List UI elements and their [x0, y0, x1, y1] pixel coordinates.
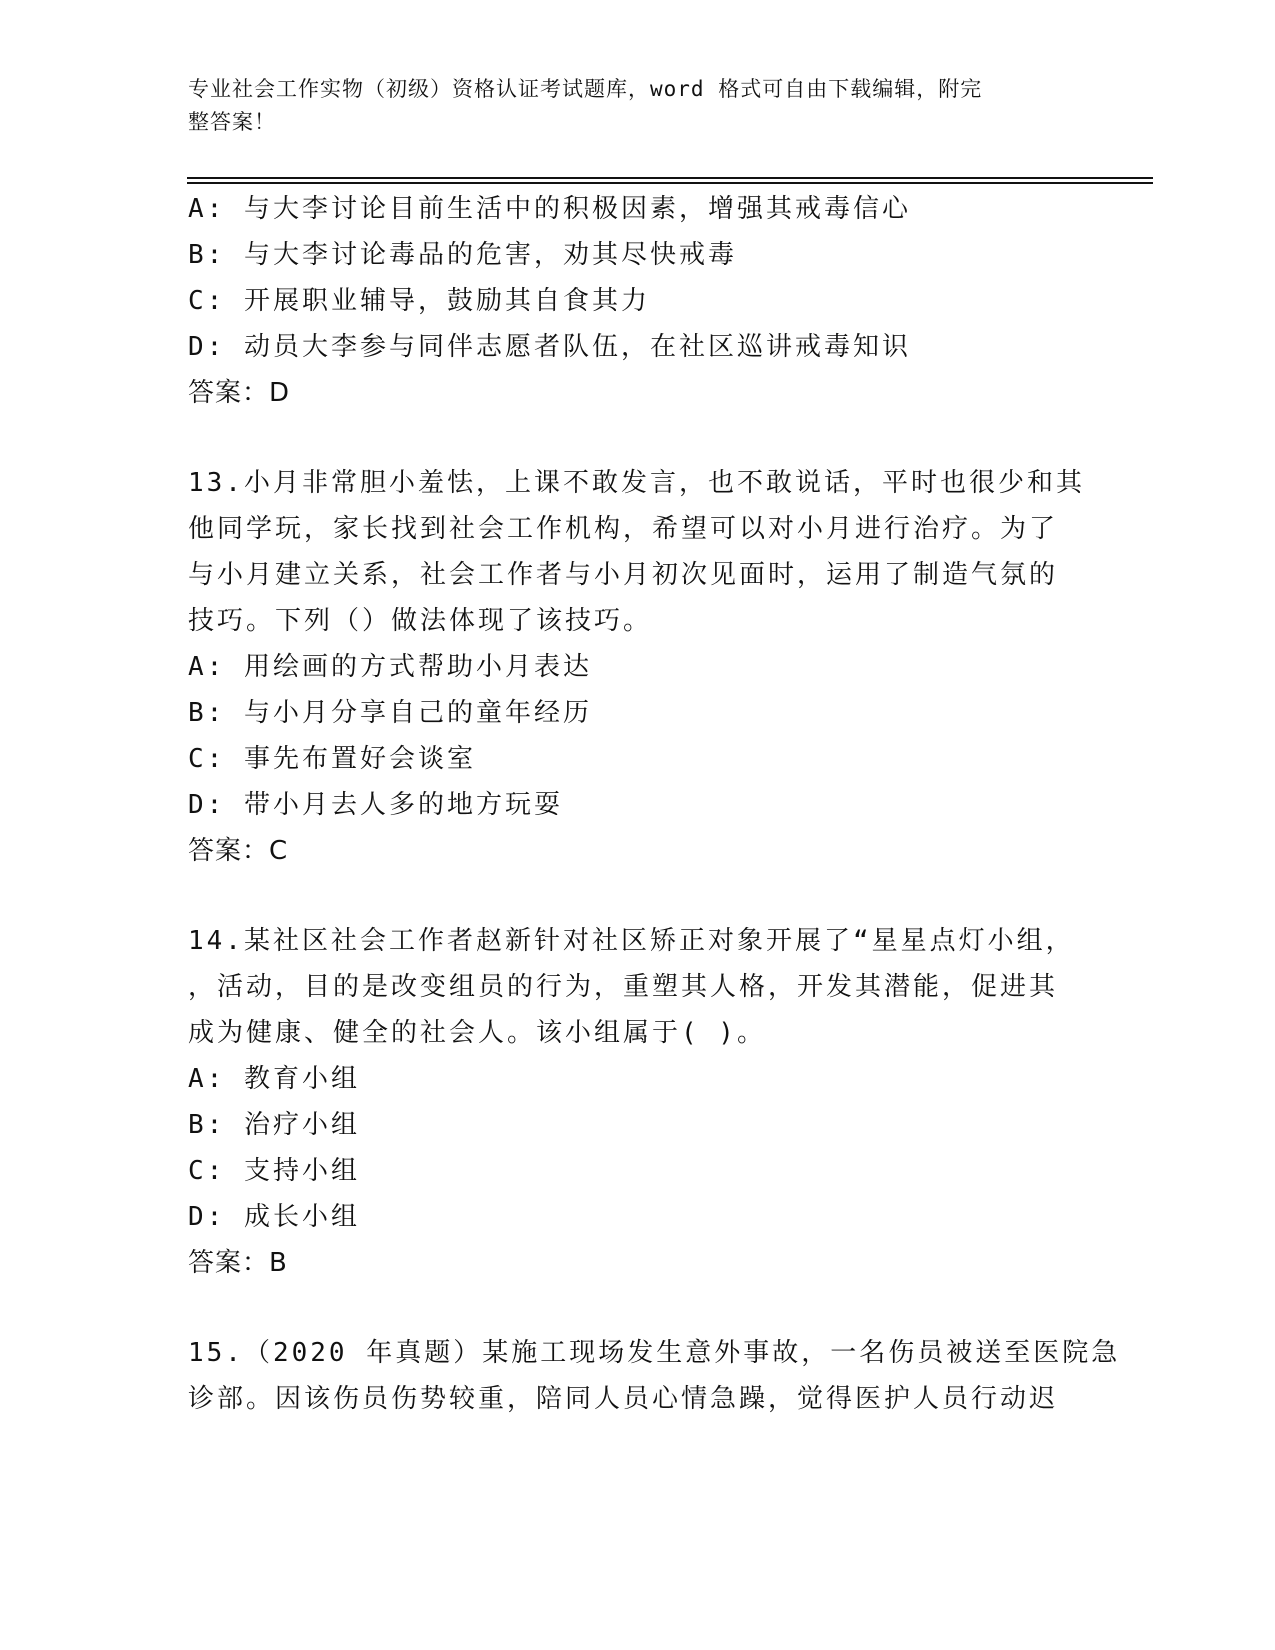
- header-line-1: 专业社会工作实物（初级）资格认证考试题库，word 格式可自由下载编辑，附完: [188, 77, 983, 101]
- question-stem-line: 他同学玩，家长找到社会工作机构，希望可以对小月进行治疗。为了: [188, 514, 1059, 544]
- question-content: [188, 186, 1121, 1422]
- question-stem-line: 与小月建立关系，社会工作者与小月初次见面时，运用了制造气氛的: [188, 560, 1059, 590]
- option-c: C: 支持小组: [188, 1156, 360, 1186]
- question-stem-line: 13.小月非常胆小羞怯，上课不敢发言，也不敢说话，平时也很少和其: [188, 468, 1085, 498]
- header-rule-bottom: [187, 182, 1153, 184]
- option-b: B: 治疗小组: [188, 1110, 360, 1140]
- option-b: B: 与大李讨论毒品的危害，劝其尽快戒毒: [188, 240, 737, 270]
- option-b: B: 与小月分享自己的童年经历: [188, 698, 592, 728]
- question-15: [188, 1330, 1121, 1422]
- option-d: D: 带小月去人多的地方玩耍: [188, 790, 563, 820]
- answer-line: 答案：C: [188, 836, 289, 866]
- question-stem-line: 技巧。下列（）做法体现了该技巧。: [188, 606, 653, 636]
- option-a: A: 教育小组: [188, 1064, 360, 1094]
- option-a: A: 与大李讨论目前生活中的积极因素，增强其戒毒信心: [188, 194, 911, 224]
- option-c: C: 开展职业辅导，鼓励其自食其力: [188, 286, 650, 316]
- question-stem-line: 14.某社区社会工作者赵新针对社区矫正对象开展了“星星点灯小组，: [188, 926, 1075, 956]
- question-stem-line: 成为健康、健全的社会人。该小组属于( )。: [188, 1018, 766, 1048]
- question-13: [188, 460, 1088, 874]
- header-line-2: 整答案！: [188, 110, 276, 134]
- question-stem-line: ，活动，目的是改变组员的行为，重塑其人格，开发其潜能，促进其: [188, 972, 1059, 1002]
- spacer: [188, 1286, 1088, 1330]
- question-12: [188, 186, 1088, 416]
- option-d: D: 动员大李参与同伴志愿者队伍，在社区巡讲戒毒知识: [188, 332, 911, 362]
- document-header: [188, 73, 1068, 139]
- option-a: A: 用绘画的方式帮助小月表达: [188, 652, 592, 682]
- spacer: [188, 416, 1088, 460]
- answer-line: 答案：B: [188, 1248, 288, 1278]
- question-stem-line: 15.（2020 年真题）某施工现场发生意外事故，一名伤员被送至医院急: [188, 1338, 1121, 1368]
- question-stem-line: 诊部。因该伤员伤势较重，陪同人员心情急躁，觉得医护人员行动迟: [188, 1384, 1059, 1414]
- question-14: [188, 918, 1088, 1286]
- header-rule-top: [187, 177, 1153, 179]
- option-c: C: 事先布置好会谈室: [188, 744, 476, 774]
- option-d: D: 成长小组: [188, 1202, 360, 1232]
- spacer: [188, 874, 1088, 918]
- answer-line: 答案：D: [188, 378, 291, 408]
